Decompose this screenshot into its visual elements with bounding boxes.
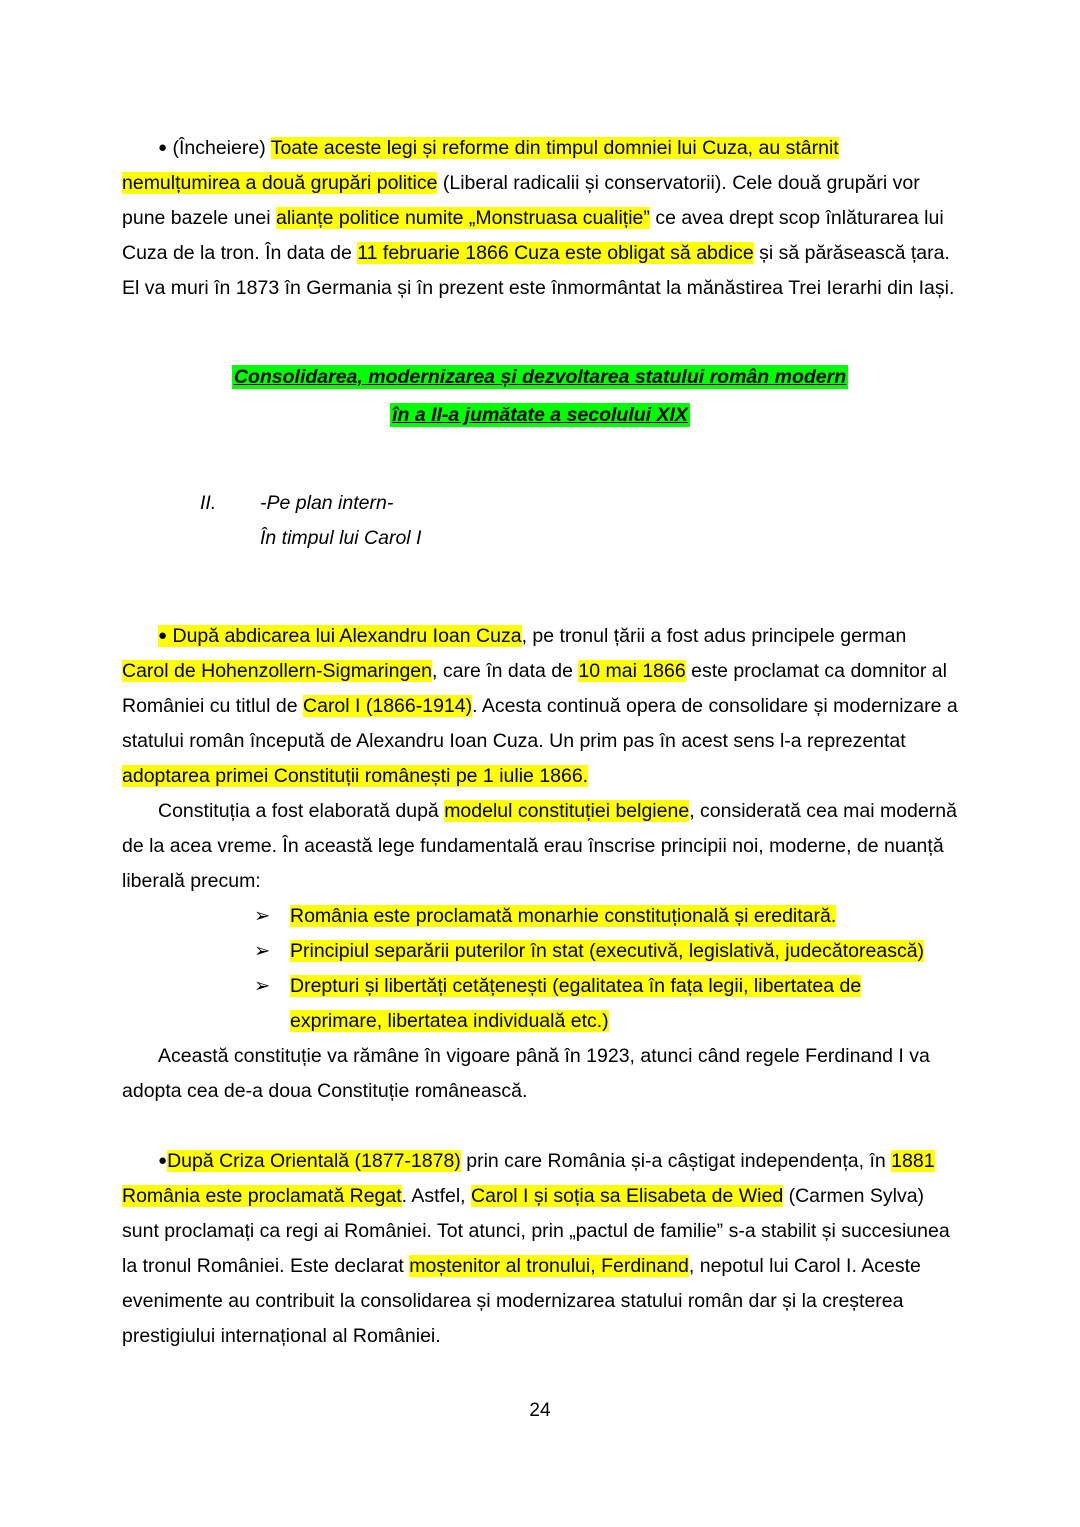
principles-list — [122, 899, 958, 1039]
list-item-text: Drepturi și libertăți cetățenești (egalitatea în fața legii, libertatea de exprimare, libertatea individuală etc.) — [290, 975, 862, 1032]
p1-highlight-2: alianțe politice numite „Monstruasa cualiție” — [275, 207, 650, 229]
p2-seg6: este proclamat ca domnitor al României cu titlul de — [122, 660, 947, 717]
list-item — [254, 934, 958, 969]
section-title — [122, 358, 958, 434]
section-heading-lines — [260, 486, 421, 556]
bullet-icon: ● — [158, 1152, 168, 1169]
arrow-icon: ➢ — [254, 975, 271, 997]
p2-highlight-4: Carol I (1866-1914) — [303, 695, 473, 717]
p5-highlight-3: Carol I și soția sa Elisabeta de Wied — [471, 1185, 784, 1207]
p5-highlight-2: 1881 România este proclamată Regat — [122, 1150, 935, 1207]
section-number: II. — [200, 492, 217, 514]
p5-seg6: (Carmen Sylva) sunt proclamați ca regi ai României. Tot atunci, prin „pactul de familie” s-a stabilit și succesiunea la tronul României. Este declarat — [122, 1185, 950, 1277]
p3-seg1: Constituția a fost elaborată după — [158, 800, 445, 822]
paragraph-constitutie-1923 — [122, 1039, 958, 1109]
spacer — [122, 1109, 958, 1143]
section-title-line-1 — [122, 358, 958, 396]
bullet-icon: ● — [158, 139, 168, 156]
document-body — [122, 130, 958, 1354]
section-heading-line-1: -Pe plan intern- — [260, 492, 394, 514]
section-heading-line-2: În timpul lui Carol I — [260, 527, 422, 549]
p1-seg5: ce avea drept scop înlăturarea lui Cuza de la tron. În data de — [122, 207, 944, 264]
p2-highlight-5: adoptarea primei Constituții românești pe 1 iulie 1866. — [122, 765, 589, 787]
p2-highlight-2: Carol de Hohenzollern-Sigmaringen — [122, 660, 433, 682]
p2-highlight-3: 10 mai 1866 — [578, 660, 686, 682]
spacer — [122, 306, 958, 358]
p5-highlight-1: După Criza Orientală (1877-1878) — [167, 1150, 461, 1172]
p3-seg3: , considerată cea mai modernă de la acea vreme. În această lege fundamentală erau înscrise principii noi, moderne, de nuanță liberală precum: — [122, 800, 957, 892]
p1-highlight-1: Toate aceste legi și reforme din timpul domniei lui Cuza, au stârnit nemulțumirea a două grupări politice — [122, 137, 839, 194]
list-item-text: Principiul separării puterilor în stat (executivă, legislativă, judecătorească) — [290, 940, 925, 962]
p1-seg7: și să părăsească țara. El va muri în 1873 în Germania și în prezent este înmormântat la mănăstirea Trei Ierarhi din Iași. — [122, 242, 955, 299]
section-title-line-2 — [122, 396, 958, 434]
spacer — [122, 434, 958, 486]
p5-seg4: . Astfel, — [401, 1185, 472, 1207]
list-item — [254, 899, 958, 934]
paragraph-criza-orientala — [122, 1143, 958, 1354]
spacer — [122, 556, 958, 618]
arrow-icon: ➢ — [254, 940, 271, 962]
section-heading-ii — [200, 486, 958, 556]
paragraph-incheiere — [122, 130, 958, 306]
list-item — [254, 969, 958, 1039]
p1-seg3: (Liberal radicalii și conservatorii). Cele două grupări vor pune bazele unei — [122, 172, 920, 229]
p4-text: Această constituție va rămâne în vigoare până în 1923, atunci când regele Ferdinand I va adopta cea de-a doua Constituție românească. — [122, 1045, 930, 1102]
p5-highlight-4: moștenitor al tronului, Ferdinand — [409, 1255, 689, 1277]
p5-seg8: , nepotul lui Carol I. Aceste evenimente au contribuit la consolidarea și modernizarea statului român dar și la creșterea prestigiului internațional al României. — [122, 1255, 921, 1347]
paragraph-carol-i — [122, 618, 958, 794]
paragraph-constitutie — [122, 794, 958, 899]
arrow-icon: ➢ — [254, 905, 271, 927]
p2-seg4: , care în data de — [432, 660, 579, 682]
section-title-text-1: Consolidarea, modernizarea și dezvoltarea statului român modern — [233, 366, 847, 388]
page-number: 24 — [529, 1400, 551, 1421]
p2-bullet-highlight — [158, 625, 522, 647]
p3-highlight-1: modelul constituției belgiene — [444, 800, 690, 822]
list-item-text: România este proclamată monarhie constituțională și ereditară. — [290, 905, 837, 927]
p2-seg8: . Acesta continuă opera de consolidare și modernizare a statului român începută de Alexandru Ioan Cuza. Un prim pas în acest sens l-a reprezentat — [122, 695, 958, 752]
p1-highlight-3: 11 februarie 1866 Cuza este obligat să abdice — [357, 242, 754, 264]
bullet-icon: ● — [158, 627, 168, 644]
section-title-text-2: în a II-a jumătate a secolului XIX — [392, 404, 688, 426]
p2-highlight-1: După abdicarea lui Alexandru Ioan Cuza — [172, 625, 522, 647]
p2-seg2: , pe tronul țării a fost adus principele german — [521, 625, 907, 647]
p1-seg1: (Încheiere) — [172, 137, 271, 159]
p5-seg2: prin care România și-a câștigat independența, în — [460, 1150, 892, 1172]
